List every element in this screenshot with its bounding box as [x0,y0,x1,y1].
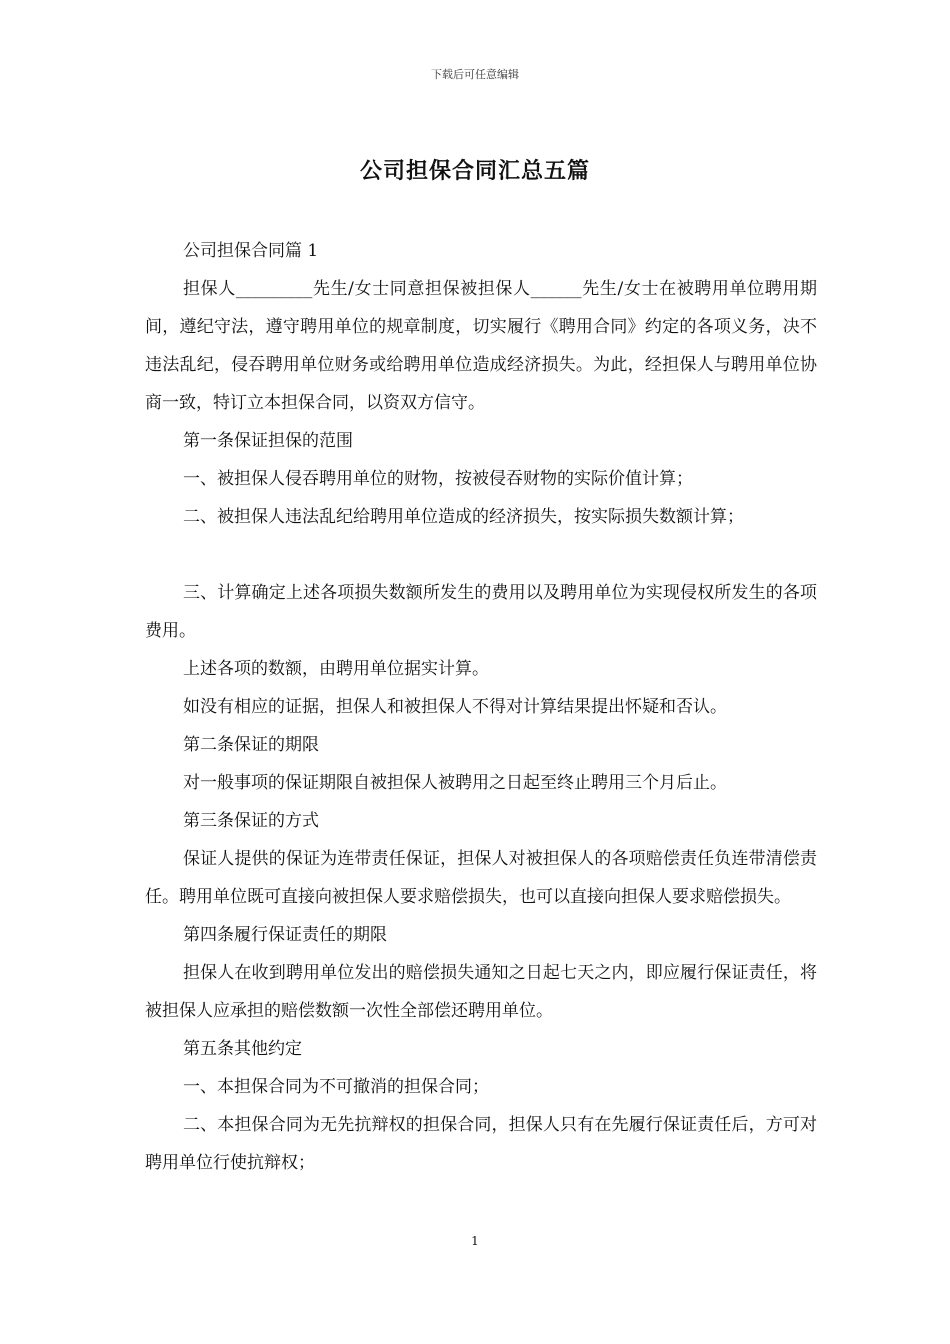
scope-item-3: 三、计算确定上述各项损失数额所发生的费用以及聘用单位为实现侵权所发生的各项费用。 [145,583,817,641]
clause-heading-period: 第二条保证的期限 [183,735,319,755]
header-note: 下载后可任意编辑 [431,68,519,81]
other-item-1: 一、本担保合同为不可撤消的担保合同； [183,1077,489,1097]
method-paragraph: 保证人提供的保证为连带责任保证，担保人对被担保人的各项赔偿责任负连带清偿责任。聘用单位既可直接向被担保人要求赔偿损失，也可以直接向担保人要求赔偿损失。 [145,849,817,907]
scope-item-1: 一、被担保人侵吞聘用单位的财物，按被侵吞财物的实际价值计算； [183,469,693,489]
section-heading-article-1: 公司担保合同篇 1 [183,241,319,261]
scope-note-evidence: 如没有相应的证据，担保人和被担保人不得对计算结果提出怀疑和否认。 [183,697,727,717]
scope-item-2: 二、被担保人违法乱纪给聘用单位造成的经济损失，按实际损失数额计算； [183,507,744,527]
clause-heading-performance-period: 第四条履行保证责任的期限 [183,925,387,945]
blank-line [145,536,817,574]
document-title: 公司担保合同汇总五篇 [359,158,590,184]
scope-note-amount: 上述各项的数额，由聘用单位据实计算。 [183,659,489,679]
document-body [145,232,817,1182]
page-number: 1 [471,1234,479,1248]
clause-heading-scope: 第一条保证担保的范围 [183,431,353,451]
clause-heading-other: 第五条其他约定 [183,1039,302,1059]
performance-paragraph: 担保人在收到聘用单位发出的赔偿损失通知之日起七天之内，即应履行保证责任，将被担保人应承担的赔偿数额一次性全部偿还聘用单位。 [145,963,817,1021]
period-paragraph: 对一般事项的保证期限自被担保人被聘用之日起至终止聘用三个月后止。 [183,773,727,793]
preamble-paragraph: 担保人_________先生/女士同意担保被担保人______先生/女士在被聘用单位聘用期间，遵纪守法，遵守聘用单位的规章制度，切实履行《聘用合同》约定的各项义务，决不违法乱纪，侵吞聘用单位财务或给聘用单位造成经济损失。为此，经担保人与聘用单位协商一致，特订立本担保合同，以资双方信守。 [145,279,817,413]
clause-heading-method: 第三条保证的方式 [183,811,319,831]
other-item-2: 二、本担保合同为无先抗辩权的担保合同，担保人只有在先履行保证责任后，方可对聘用单位行使抗辩权； [145,1115,817,1173]
